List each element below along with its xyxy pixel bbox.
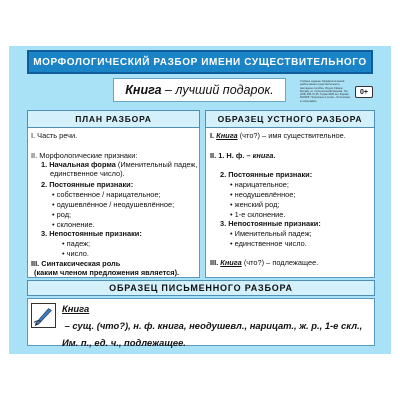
oral-initial-form-dot: . [273, 151, 276, 160]
plan-line-animate: • одушевлённое / неодушевлённое; [52, 200, 175, 209]
oral-line-nominative: • Именительный падеж; [230, 229, 312, 238]
pen-icon-box [31, 303, 56, 328]
oral-word-3: Книга [220, 258, 242, 267]
written-word: Книга [62, 303, 90, 314]
plan-line-constant: 2. Постоянные признаки: [41, 180, 134, 189]
oral-roman-3: III. [210, 258, 221, 267]
plan-line-syntax: III. Синтаксическая роль [31, 259, 121, 268]
plan-line-morph: II. Морфологические признаки: [31, 151, 138, 160]
oral-line-constant: 2. Постоянные признаки: [220, 170, 313, 179]
plan-line-number: • число. [62, 249, 89, 258]
oral-line-inanimate: • неодушевлённое; [230, 190, 296, 199]
plan-line-declension: • склонение. [52, 220, 95, 229]
oral-initial-form-label: II. 1. Н. ф. – [210, 151, 253, 160]
oral-header: ОБРАЗЕЦ УСТНОГО РАЗБОРА [205, 110, 375, 128]
plan-line-case: • падеж; [62, 239, 91, 248]
plan-line-syntax-desc: (каким членом предложения является). [34, 268, 180, 277]
plan-initial-form-desc: (Именительный падеж, [115, 160, 198, 169]
oral-syntax-desc: (что?) – подлежащее. [241, 258, 319, 267]
example-sentence [113, 78, 286, 102]
oral-roman-1: I. [210, 131, 217, 140]
plan-line-variable: 3. Непостоянные признаки: [41, 229, 142, 238]
plan-line-proper: • собственное / нарицательное; [52, 190, 161, 199]
oral-pos-desc: (что?) – имя существительное. [237, 131, 346, 140]
oral-line-common: • нарицательное; [230, 180, 289, 189]
poster-title: МОРФОЛОГИЧЕСКИЙ РАЗБОР ИМЕНИ СУЩЕСТВИТЕЛЬНОГО [33, 56, 367, 68]
example-sentence-rest: – лучший подарок. [161, 83, 274, 97]
oral-line-variable: 3. Непостоянные признаки: [220, 219, 321, 228]
written-header: ОБРАЗЕЦ ПИСЬМЕННОГО РАЗБОРА [27, 280, 375, 296]
oral-line-syntax [210, 258, 318, 268]
plan-line-singular: единственное число). [50, 169, 125, 178]
written-line-1-rest: – сущ. (что?), н. ф. книга, неодушевл., нарицат., ж. р., 1-е скл., [62, 320, 363, 331]
publisher-imprint: Учебное издание. Морфологический разбор имени существительного. Наглядное пособие. Изд-во Сфера. Москва, ул. Сельскохозяйственная. Тел. (495) 656-72-05. Тираж 3000 экз. Формат 60х90/8. Подписано в печать. Отпечатано в типографии. [300, 80, 351, 102]
oral-initial-form-word: книга [252, 151, 274, 160]
pen-icon [32, 304, 55, 327]
poster-title-bar [27, 50, 373, 74]
oral-word-1: Книга [216, 131, 238, 140]
plan-initial-form-label: 1. Начальная форма [41, 160, 116, 169]
written-line-2: Им. п., ед. ч., подлежащее. [62, 337, 186, 348]
age-rating-badge: 0+ [355, 86, 373, 98]
plan-line-gender: • род; [52, 210, 72, 219]
oral-line-pos [210, 131, 346, 141]
written-line-1 [62, 300, 370, 334]
plan-line-part-of-speech: I. Часть речи. [31, 131, 78, 140]
oral-line-first-decl: • 1-е склонение. [230, 210, 286, 219]
oral-line-initial-form [210, 151, 275, 161]
example-word: Книга [125, 83, 162, 97]
oral-line-feminine: • женский род; [230, 200, 280, 209]
plan-header: ПЛАН РАЗБОРА [27, 110, 200, 128]
oral-line-singular: • единственное число. [230, 239, 307, 248]
written-analysis [62, 300, 370, 351]
